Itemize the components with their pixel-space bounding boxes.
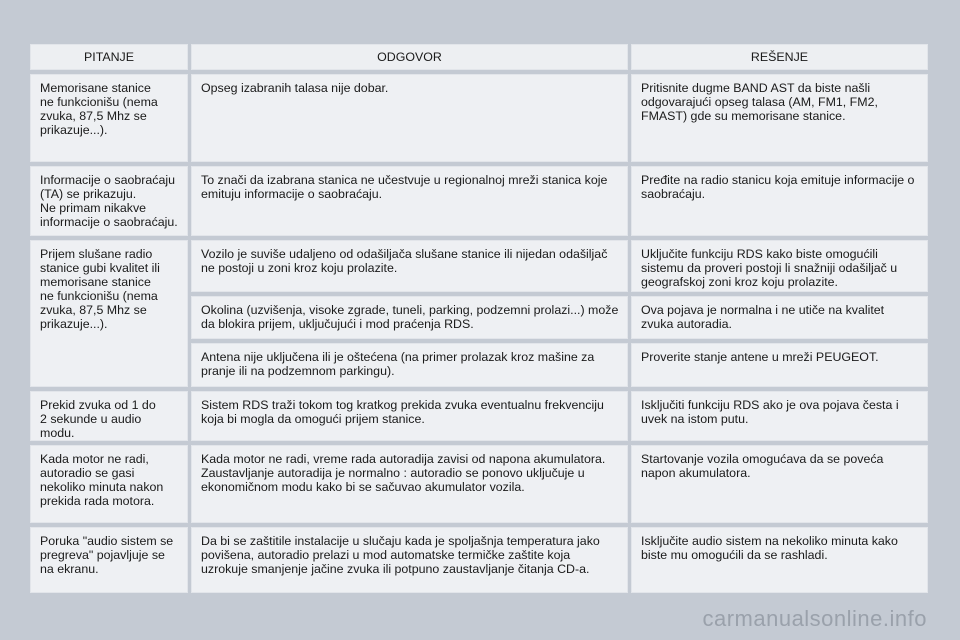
answer-cell: Da bi se zaštitile instalacije u slučaju kada je spoljašnja temperatura jako povišena, autoradio prelazi u mod automatske termičke zaštite koja uzrokuje smanjenje jačine zvuka ili potpuno zaustavljanje čitanja CD-a.	[191, 527, 628, 593]
question-cell: Memorisane stanice ne funkcionišu (nema zvuka, 87,5 Mhz se prikazuje...).	[30, 74, 188, 162]
table-row	[30, 445, 928, 523]
solution-cell: Uključite funkciju RDS kako biste omogućili sistemu da proveri postoji li snažniji odašiljač u geografskoj zoni kroz koju prolazite.	[631, 240, 928, 292]
watermark-text: carmanualsonline.info	[702, 606, 927, 631]
table-row	[30, 391, 928, 441]
answer-cell: Vozilo je suviše udaljeno od odašiljača slušane stanice ili nijedan odašiljač ne postoji u zoni kroz koju prolazite.	[191, 240, 628, 292]
solution-cell: Ova pojava je normalna i ne utiče na kvalitet zvuka autoradia.	[631, 296, 928, 339]
table-row	[30, 240, 928, 387]
solution-cell: Isključite audio sistem na nekoliko minuta kako biste mu omogućili da se rashladi.	[631, 527, 928, 593]
solution-cell: Proverite stanje antene u mreži PEUGEOT.	[631, 343, 928, 387]
header-solution: REŠENJE	[631, 44, 928, 70]
answer-cell: Antena nije uključena ili je oštećena (na primer prolazak kroz mašine za pranje ili na podzemnom parkingu).	[191, 343, 628, 387]
question-cell: Prijem slušane radio stanice gubi kvalitet ili memorisane stanice ne funkcionišu (nema zvuka, 87,5 Mhz se prikazuje...).	[30, 240, 188, 387]
question-cell: Informacije o saobraćaju (TA) se prikazuju. Ne primam nikakve informacije o saobraćaju.	[30, 166, 188, 236]
table-row	[30, 166, 928, 236]
table-row	[30, 527, 928, 593]
question-cell: Poruka "audio sistem se pregreva" pojavljuje se na ekranu.	[30, 527, 188, 593]
question-cell: Kada motor ne radi, autoradio se gasi nekoliko minuta nakon prekida rada motora.	[30, 445, 188, 523]
answer-cell: Opseg izabranih talasa nije dobar.	[191, 74, 628, 162]
question-cell: Prekid zvuka od 1 do 2 sekunde u audio modu.	[30, 391, 188, 441]
header-answer: ODGOVOR	[191, 44, 628, 70]
solution-cell: Startovanje vozila omogućava da se poveća napon akumulatora.	[631, 445, 928, 523]
solution-cell: Pređite na radio stanicu koja emituje informacije o saobraćaju.	[631, 166, 928, 236]
header-question: PITANJE	[30, 44, 188, 70]
answer-cell: To znači da izabrana stanica ne učestvuje u regionalnoj mreži stanica koje emituju informacije o saobraćaju.	[191, 166, 628, 236]
troubleshooting-table	[30, 44, 928, 597]
answer-cell: Okolina (uzvišenja, visoke zgrade, tuneli, parking, podzemni prolazi...) može da blokira prijem, uključujući i mod praćenja RDS.	[191, 296, 628, 339]
table-row	[30, 74, 928, 162]
answer-cell: Sistem RDS traži tokom tog kratkog prekida zvuka eventualnu frekvenciju koja bi mogla da omogući prijem stanice.	[191, 391, 628, 441]
table-header	[30, 44, 928, 70]
solution-cell: Isključiti funkciju RDS ako je ova pojava česta i uvek na istom putu.	[631, 391, 928, 441]
answer-cell: Kada motor ne radi, vreme rada autoradija zavisi od napona akumulatora. Zaustavljanje autoradija je normalno : autoradio se ponovo uključuje u ekonomičnom modu kako bi se sačuvao akumulator vozila.	[191, 445, 628, 523]
solution-cell: Pritisnite dugme BAND AST da biste našli odgovarajući opseg talasa (AM, FM1, FM2, FMAST) gde su memorisane stanice.	[631, 74, 928, 162]
